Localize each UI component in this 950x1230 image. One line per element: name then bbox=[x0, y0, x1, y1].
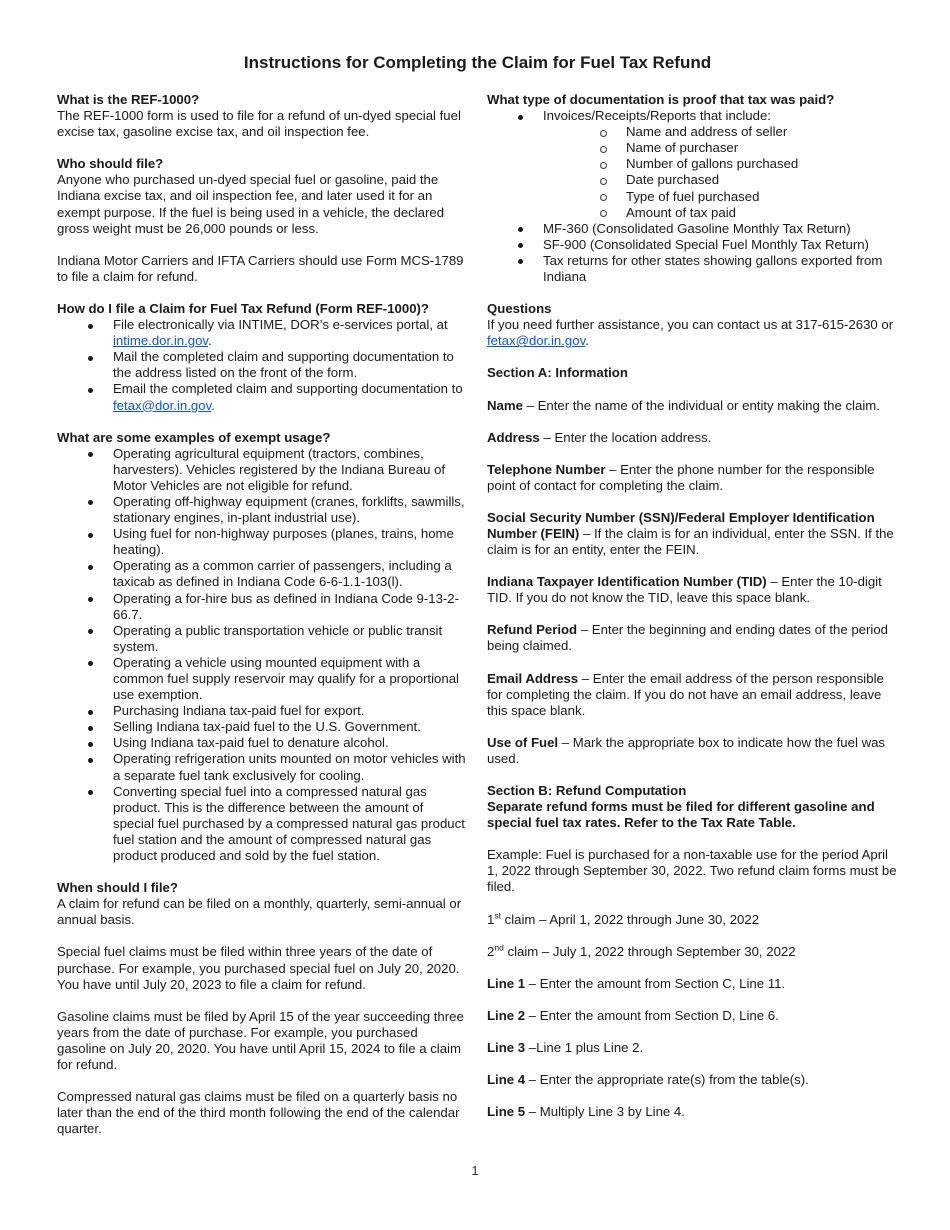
page-title: Instructions for Completing the Claim for Fuel Tax Refund bbox=[243, 53, 712, 72]
term-text: – Enter the beginning and ending dates of the period being claimed. bbox=[487, 622, 889, 654]
term-text: – Enter the email address of the person responsible for completing the claim. If you do not have an email address, leave this space blank. bbox=[487, 670, 884, 718]
term-text: – Enter the 10-digit TID. If you do not know the TID, leave this space blank. bbox=[487, 574, 882, 606]
term-text: – If the claim is for an individual, enter the SSN. If the claim is for an entity, enter the FEIN. bbox=[487, 525, 894, 558]
term-label: Social Security Number (SSN)/Federal Employer Identification Number (FEIN) bbox=[487, 509, 875, 541]
list-item bbox=[57, 381, 468, 413]
fetax-email-link[interactable]: fetax@dor.in.gov bbox=[113, 397, 212, 413]
list-item: Operating a public transportation vehicle or public transit system. bbox=[57, 623, 468, 655]
term-text: – Enter the location address. bbox=[539, 429, 712, 445]
section-b-subheading: Separate refund forms must be filed for different gasoline and special fuel tax rates. Refer to the Tax Rate Table. bbox=[487, 799, 875, 831]
paragraph: Anyone who purchased un-dyed special fuel or gasoline, paid the Indiana excise tax, and oil inspection fee, and later used it for an exempt purpose. If the fuel is being used in a vehicle, the declared gross weight must be 26,000 pounds or less. bbox=[57, 172, 445, 236]
page-number: 1 bbox=[471, 1163, 479, 1178]
term-paragraph bbox=[487, 976, 898, 992]
invoice-details-sublist bbox=[543, 124, 898, 221]
list-item-text: . bbox=[211, 397, 215, 413]
two-column-layout bbox=[57, 92, 898, 1153]
documentation-list bbox=[487, 108, 898, 285]
term-text: – Enter the name of the individual or entity making the claim. bbox=[522, 397, 880, 413]
list-item: Operating refrigeration units mounted on motor vehicles with a separate fuel tank exclusively for cooling. bbox=[57, 751, 468, 783]
term-text: –Line 1 plus Line 2. bbox=[525, 1039, 644, 1055]
heading-section-a: Section A: Information bbox=[487, 365, 628, 381]
term-label: Line 1 bbox=[487, 975, 526, 991]
sublist-item: Number of gallons purchased bbox=[543, 156, 898, 172]
list-item-text: Email the completed claim and supporting documentation to bbox=[113, 381, 463, 397]
paragraph: Gasoline claims must be filed by April 15 of the year succeeding three years from the date of purchase. For example, you purchased gasoline on July 20, 2020. You have until April 15, 2024 to file a claim for refund. bbox=[57, 1008, 464, 1072]
questions-text: . bbox=[585, 333, 589, 349]
list-item: Operating a vehicle using mounted equipment with a common fuel supply reservoir may qualify for a proportional use exemption. bbox=[57, 655, 468, 703]
paragraph: The REF-1000 form is used to file for a refund of un-dyed special fuel excise tax, gasoline excise tax, and oil inspection fee. bbox=[57, 108, 461, 140]
term-label: Telephone Number bbox=[487, 461, 606, 477]
term-paragraph bbox=[487, 671, 898, 719]
term-paragraph bbox=[487, 1040, 898, 1056]
list-item-text: Invoices/Receipts/Reports that include: bbox=[543, 108, 771, 124]
sublist-item: Type of fuel purchased bbox=[543, 189, 898, 205]
term-label: Line 2 bbox=[487, 1007, 526, 1023]
claim-number: 2 bbox=[487, 943, 495, 959]
list-item: SF-900 (Consolidated Special Fuel Monthly Tax Return) bbox=[487, 237, 898, 253]
list-item: MF-360 (Consolidated Gasoline Monthly Tax Return) bbox=[487, 221, 898, 237]
list-item: Operating a for-hire bus as defined in Indiana Code 9-13-2-66.7. bbox=[57, 591, 468, 623]
right-column bbox=[487, 92, 898, 1153]
claim-line bbox=[487, 944, 898, 960]
list-item: Using Indiana tax-paid fuel to denature alcohol. bbox=[57, 735, 468, 751]
list-item: Mail the completed claim and supporting documentation to the address listed on the front of the form. bbox=[57, 349, 468, 381]
claim-text: claim – July 1, 2022 through September 30, 2022 bbox=[503, 943, 796, 959]
list-item: Operating as a common carrier of passengers, including a taxicab as defined in Indiana Code 6-6-1.1-103(l). bbox=[57, 558, 468, 590]
paragraph: Indiana Motor Carriers and IFTA Carriers should use Form MCS-1789 to file a claim for refund. bbox=[57, 252, 464, 284]
term-paragraph bbox=[487, 574, 898, 606]
term-label: Refund Period bbox=[487, 622, 578, 638]
heading-when-should-i-file: When should I file? bbox=[57, 880, 178, 896]
list-item: Tax returns for other states showing gallons exported from Indiana bbox=[487, 253, 898, 285]
heading-section-b: Section B: Refund Computation bbox=[487, 783, 687, 798]
paragraph: A claim for refund can be filed on a monthly, quarterly, semi-annual or annual basis. bbox=[57, 896, 462, 928]
term-label: Name bbox=[487, 397, 523, 413]
paragraph: Special fuel claims must be filed within three years of the date of purchase. For example, you purchased special fuel on July 20, 2020. You have until July 20, 2023 to file a claim for refund. bbox=[57, 944, 460, 992]
heading-what-is-ref1000: What is the REF-1000? bbox=[57, 92, 200, 107]
term-paragraph bbox=[487, 735, 898, 767]
list-item: Selling Indiana tax-paid fuel to the U.S. Government. bbox=[57, 719, 468, 735]
list-item bbox=[487, 108, 898, 221]
term-text: – Multiply Line 3 by Line 4. bbox=[525, 1104, 685, 1120]
heading-how-do-i-file: How do I file a Claim for Fuel Tax Refund (Form REF-1000)? bbox=[57, 300, 429, 316]
sublist-item: Name of purchaser bbox=[543, 140, 898, 156]
term-text: – Enter the appropriate rate(s) from the table(s). bbox=[525, 1072, 809, 1088]
list-item-text: . bbox=[208, 333, 212, 349]
claim-number: 1 bbox=[487, 911, 495, 927]
term-label: Email Address bbox=[487, 670, 579, 686]
left-column bbox=[57, 92, 468, 1153]
heading-documentation-proof: What type of documentation is proof that tax was paid? bbox=[487, 92, 835, 107]
term-paragraph bbox=[487, 430, 898, 446]
term-text: – Mark the appropriate box to indicate how the fuel was used. bbox=[487, 734, 886, 766]
term-paragraph bbox=[487, 398, 898, 414]
sublist-item: Date purchased bbox=[543, 172, 898, 188]
term-paragraph bbox=[487, 1008, 898, 1024]
paragraph bbox=[487, 317, 898, 349]
term-text: – Enter the phone number for the responsible point of contact for completing the claim. bbox=[487, 461, 875, 493]
list-item: Converting special fuel into a compressed natural gas product. This is the difference between the amount of special fuel purchased by a compressed natural gas product fuel station and the amount of compressed natural gas product produced and sold by the fuel station. bbox=[57, 784, 468, 864]
exempt-usage-list bbox=[57, 446, 468, 864]
claim-ordinal-suffix: st bbox=[494, 910, 501, 921]
term-paragraph bbox=[487, 622, 898, 654]
list-item bbox=[57, 317, 468, 349]
list-item: Purchasing Indiana tax-paid fuel for export. bbox=[57, 703, 468, 719]
term-paragraph bbox=[487, 510, 898, 558]
sublist-item: Amount of tax paid bbox=[543, 205, 898, 221]
sublist-item: Name and address of seller bbox=[543, 124, 898, 140]
term-label: Line 4 bbox=[487, 1072, 526, 1088]
heading-exempt-usage: What are some examples of exempt usage? bbox=[57, 429, 331, 445]
paragraph: Compressed natural gas claims must be filed on a quarterly basis no later than the end of the third month following the end of the calendar quarter. bbox=[57, 1089, 460, 1137]
term-text: – Enter the amount from Section C, Line 11. bbox=[525, 975, 786, 991]
claim-line bbox=[487, 912, 898, 928]
term-label: Use of Fuel bbox=[487, 734, 559, 750]
term-paragraph bbox=[487, 1072, 898, 1088]
term-label: Line 5 bbox=[487, 1104, 526, 1120]
list-item: Operating agricultural equipment (tractors, combines, harvesters). Vehicles registered by the Indiana Bureau of Motor Vehicles are not eligible for refund. bbox=[57, 446, 468, 494]
term-label: Indiana Taxpayer Identification Number (TID) bbox=[487, 574, 767, 590]
questions-text: If you need further assistance, you can contact us at 317-615-2630 or bbox=[487, 317, 894, 333]
fetax-email-link[interactable]: fetax@dor.in.gov bbox=[487, 333, 586, 349]
list-item-text: File electronically via INTIME, DOR’s e-services portal, at bbox=[113, 317, 448, 333]
list-item: Using fuel for non-highway purposes (planes, trains, home heating). bbox=[57, 526, 468, 558]
claim-text: claim – April 1, 2022 through June 30, 2022 bbox=[500, 911, 760, 927]
claim-ordinal-suffix: nd bbox=[494, 942, 504, 953]
term-paragraph bbox=[487, 462, 898, 494]
term-label: Address bbox=[487, 429, 540, 445]
term-label: Line 3 bbox=[487, 1039, 526, 1055]
term-paragraph bbox=[487, 1104, 898, 1120]
heading-questions: Questions bbox=[487, 301, 552, 317]
intime-link[interactable]: intime.dor.in.gov bbox=[113, 333, 209, 349]
paragraph: Example: Fuel is purchased for a non-taxable use for the period April 1, 2022 through September 30, 2022. Two refund claim forms must be filed. bbox=[487, 847, 897, 895]
term-text: – Enter the amount from Section D, Line 6. bbox=[525, 1007, 779, 1023]
list-item: Operating off-highway equipment (cranes, forklifts, sawmills, stationary engines, in-plant industrial use). bbox=[57, 494, 468, 526]
filing-methods-list bbox=[57, 317, 468, 414]
heading-who-should-file: Who should file? bbox=[57, 156, 164, 172]
